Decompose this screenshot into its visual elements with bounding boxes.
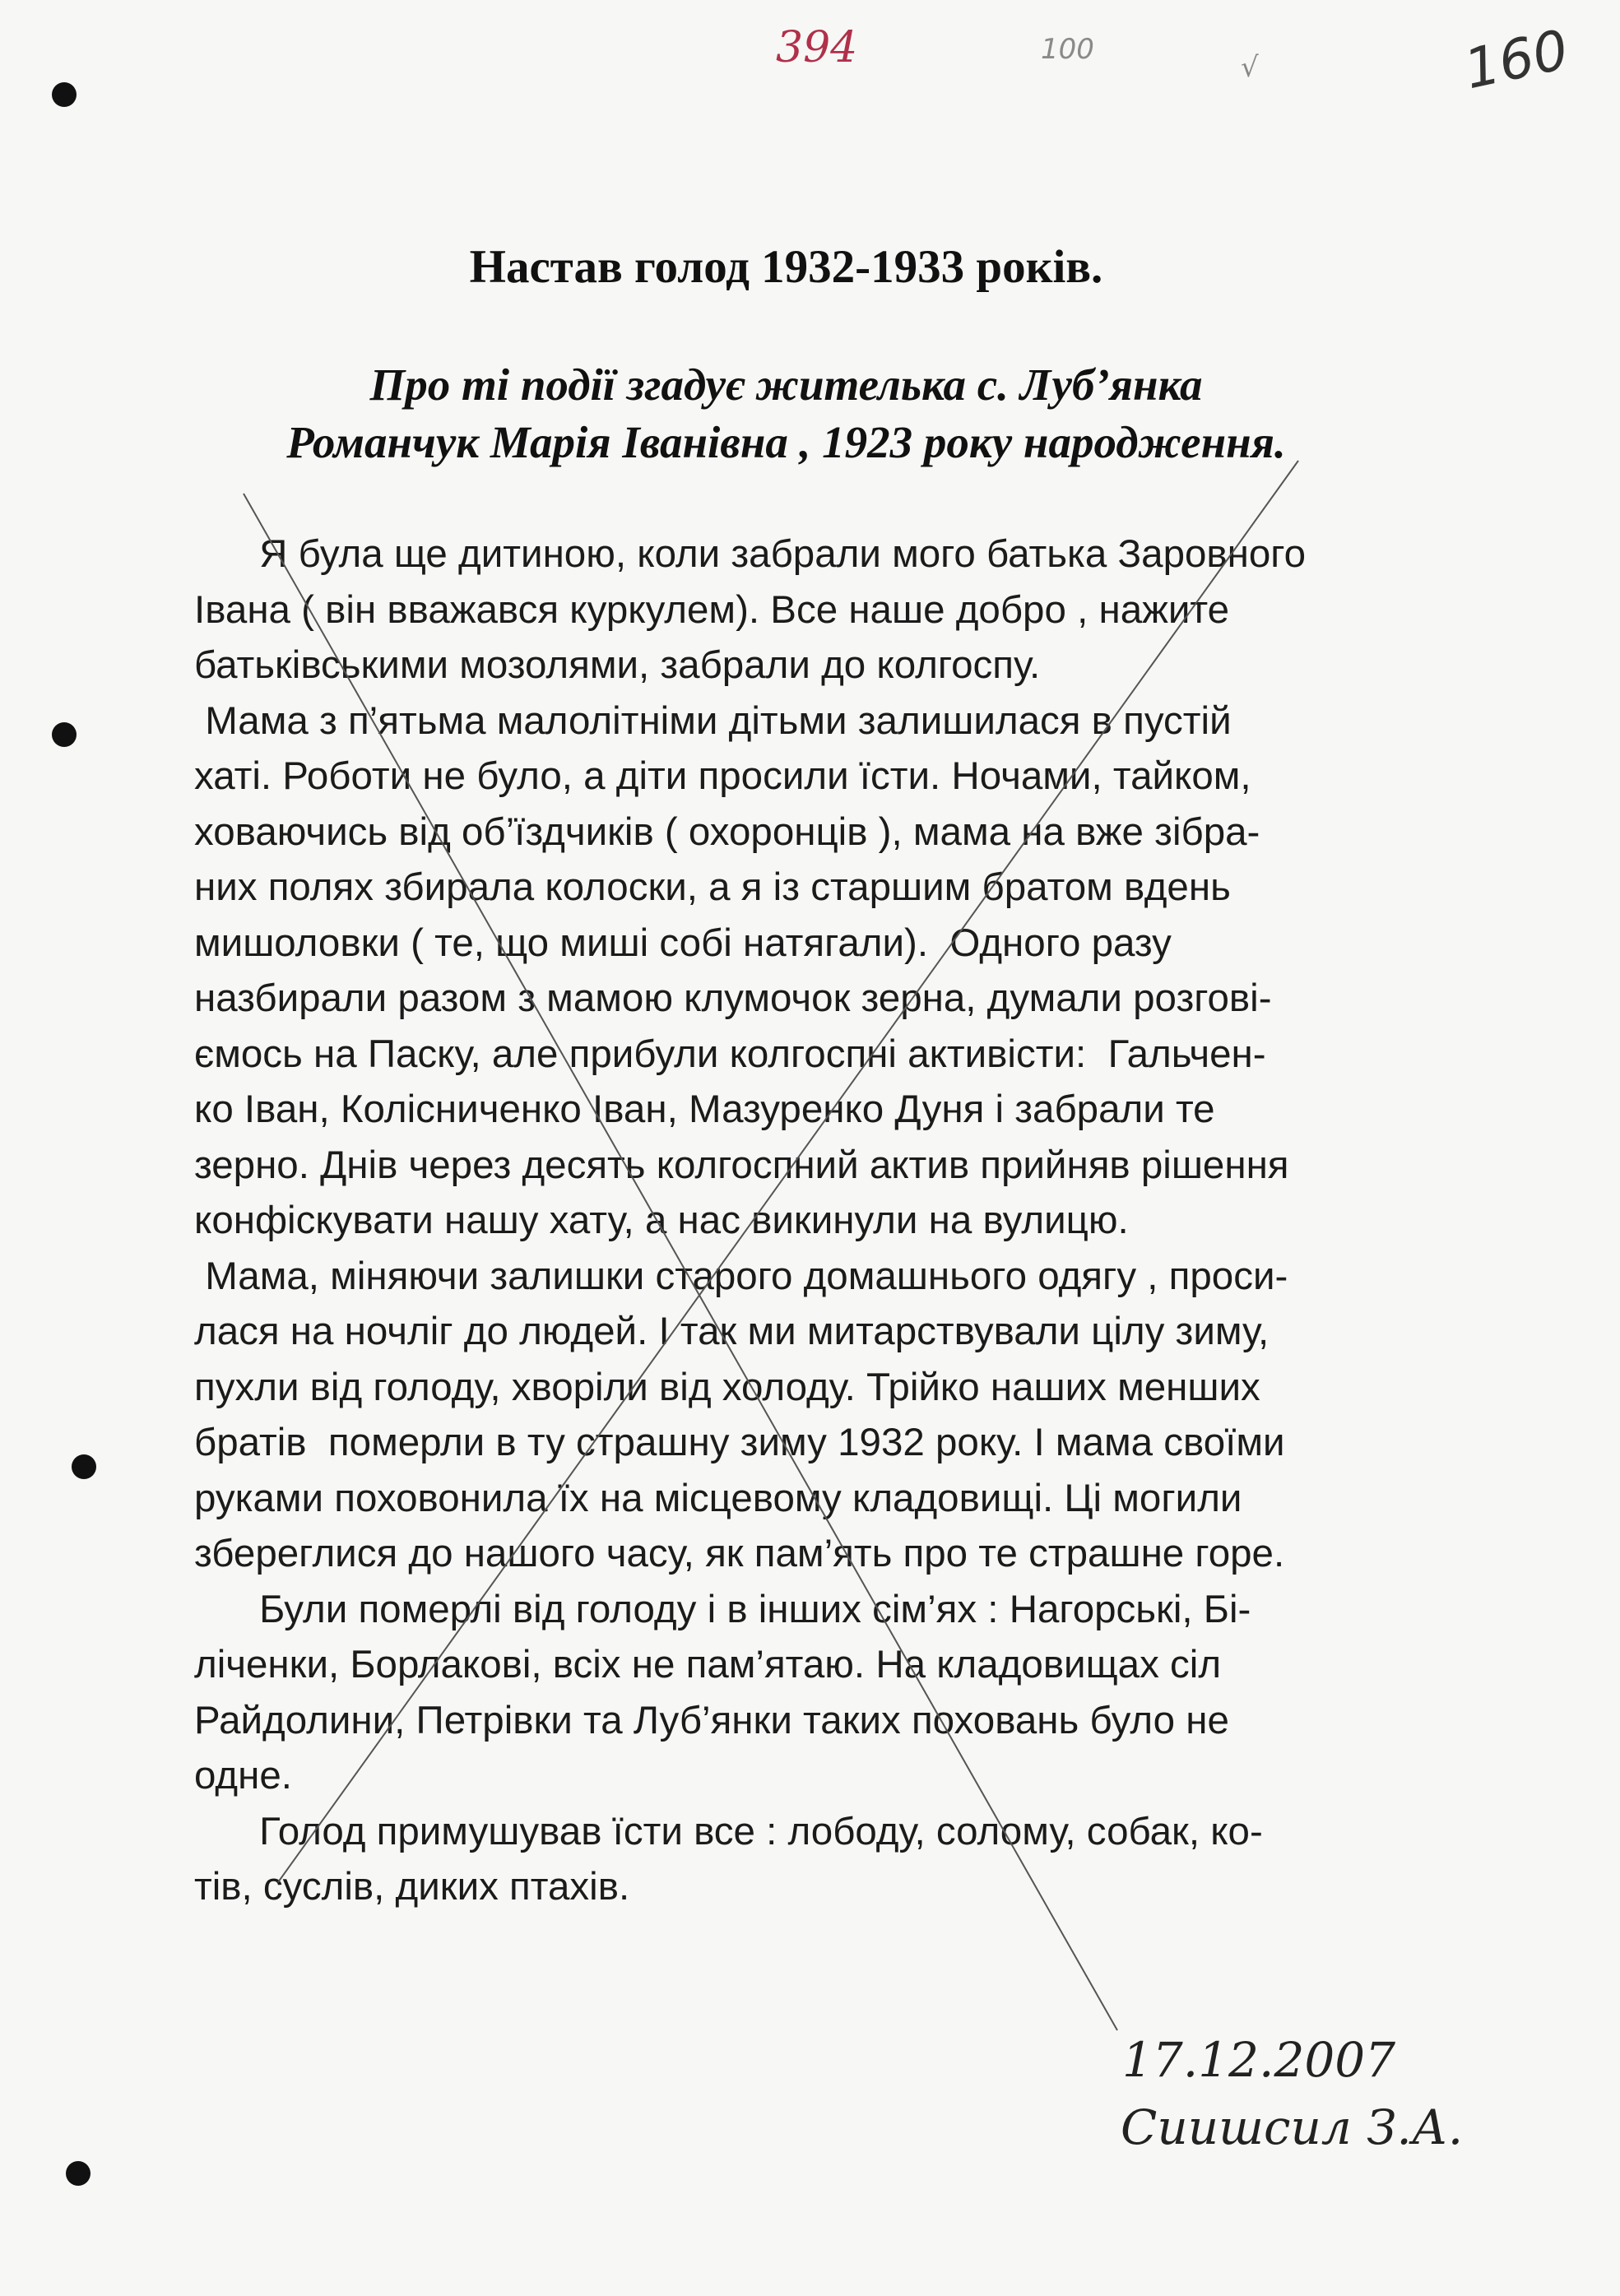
body-line: тів, суслів, диких птахів. bbox=[194, 1865, 630, 1909]
body-line: збереглися до нашого часу, як пам’ять про те страшне горе. bbox=[194, 1532, 1285, 1575]
archive-number: 394 bbox=[776, 23, 858, 72]
body-line: ховаючись від об’їздчиків ( охоронців ), мама на вже зібра- bbox=[194, 809, 1260, 854]
body-line: мишоловки ( те, що миші собі натягали). Одного разу bbox=[194, 921, 1172, 965]
body-line: пухли від голоду, хворіли від холоду. Трійко наших менших bbox=[194, 1365, 1260, 1409]
body-line: Мама з п’ятьма малолітніми дітьми залишилася в пустій bbox=[194, 698, 1232, 743]
body-line: хаті. Роботи не було, а діти просили їсти. Ночами, тайком, bbox=[194, 754, 1251, 798]
body-line: ліченки, Борлакові, всіх не пам’ятаю. На кладовищах сіл bbox=[194, 1643, 1222, 1686]
body-line: конфіскувати нашу хату, а нас викинули на вулицю. bbox=[194, 1199, 1129, 1242]
body-line: Мама, міняючи залишки старого домашнього одягу , проси- bbox=[194, 1254, 1288, 1298]
body-line: руками поховонила їх на місцевому кладовищі. Ці могили bbox=[194, 1476, 1242, 1520]
body-line: ємось на Паску, але прибули колгоспні активісти: Гальчен- bbox=[194, 1032, 1266, 1076]
body-line: назбирали разом з мамою клумочок зерна, думали розгові- bbox=[194, 976, 1272, 1020]
document-subtitle-line: Романчук Марія Іванівна , 1923 року народження. bbox=[286, 417, 1286, 467]
body-line: них полях збирала колоски, а я із старшим братом вдень bbox=[194, 865, 1231, 909]
archive-small-mark: 100 bbox=[1041, 33, 1094, 66]
body-line: одне. bbox=[194, 1754, 292, 1797]
body-line: ко Іван, Колісниченко Іван, Мазуренко Дуня і забрали те bbox=[194, 1088, 1215, 1131]
body-line: зерно. Днів через десять колгоспний актив прийняв рішення bbox=[194, 1143, 1289, 1187]
document-subtitle-line: Про ті події згадує жителька с. Луб’янка bbox=[369, 359, 1203, 410]
handwritten-date: 17.12.2007 bbox=[1122, 2032, 1396, 2088]
body-line: Івана ( він вважався куркулем). Все наше добро , нажите bbox=[194, 587, 1230, 632]
body-line: Були померлі від голоду і в інших сім’ях : Нагорські, Бі- bbox=[194, 1587, 1251, 1631]
body-line: братів померли в ту страшну зиму 1932 року. І мама своїми bbox=[194, 1421, 1285, 1464]
folio-number: 160 bbox=[1459, 17, 1574, 102]
body-line: лася на ночліг до людей. І так ми митарствували цілу зиму, bbox=[194, 1310, 1270, 1353]
body-line: Я була ще дитиною, коли забрали мого батька Заровного bbox=[194, 532, 1306, 576]
diagonal-strike-line bbox=[278, 461, 1298, 1882]
body-line: батьківськими мозолями, забрали до колгоспу. bbox=[194, 643, 1041, 687]
diagonal-strike-line bbox=[244, 494, 1117, 2030]
document-title: Настав голод 1932-1933 років. bbox=[469, 241, 1103, 293]
handwritten-signature: Сиишсил З.А. bbox=[1121, 2099, 1464, 2155]
body-line: Голод примушував їсти все : лободу, солому, собак, ко- bbox=[194, 1809, 1263, 1853]
body-line: Райдолини, Петрівки та Луб’янки таких поховань було не bbox=[194, 1698, 1229, 1742]
check-mark: √ bbox=[1241, 51, 1259, 84]
